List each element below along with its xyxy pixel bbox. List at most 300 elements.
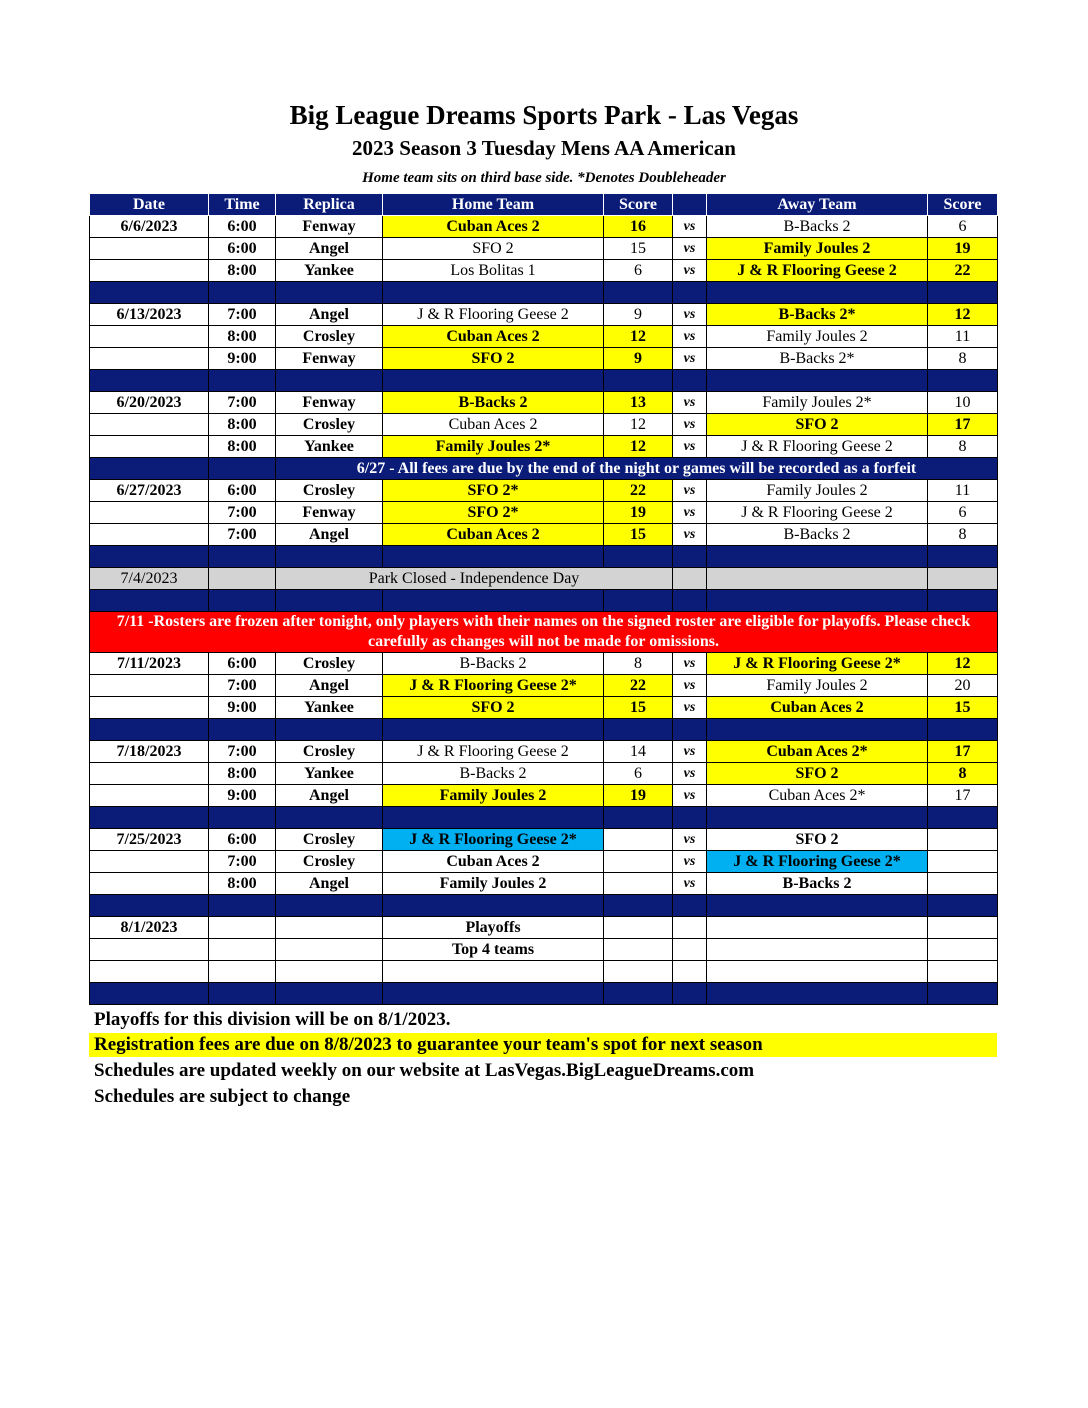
home-team: SFO 2 (383, 348, 604, 370)
game-row (90, 675, 998, 697)
game-time: 8:00 (209, 326, 276, 348)
spacer-cell (209, 590, 276, 612)
game-time: 7:00 (209, 851, 276, 873)
away-team: B-Backs 2 (707, 524, 928, 546)
spacer-cell (928, 546, 998, 568)
away-score (928, 873, 998, 895)
spacer-cell (209, 546, 276, 568)
spacer-cell (90, 458, 209, 480)
spacer-cell (604, 983, 673, 1005)
home-score: 13 (604, 392, 673, 414)
game-row (90, 961, 998, 983)
home-score (604, 829, 673, 851)
home-score: 6 (604, 763, 673, 785)
vs-label: vs (673, 260, 707, 282)
vs-label: vs (673, 675, 707, 697)
away-score: 20 (928, 675, 998, 697)
game-time (209, 917, 276, 939)
home-team: Cuban Aces 2 (383, 524, 604, 546)
game-time: 8:00 (209, 873, 276, 895)
game-row (90, 697, 998, 719)
away-score: 6 (928, 216, 998, 238)
spacer-cell (276, 590, 383, 612)
home-team: Cuban Aces 2 (383, 216, 604, 238)
vs-label: vs (673, 304, 707, 326)
spacer-cell (707, 568, 928, 590)
home-team (383, 961, 604, 983)
game-row (90, 917, 998, 939)
game-time: 6:00 (209, 829, 276, 851)
spacer-cell (928, 568, 998, 590)
spacer-cell (276, 719, 383, 741)
home-score: 9 (604, 348, 673, 370)
header-home-score: Score (604, 194, 673, 216)
home-score (604, 851, 673, 873)
game-date (90, 238, 209, 260)
away-score: 11 (928, 326, 998, 348)
home-team: Family Joules 2* (383, 436, 604, 458)
spacer-cell (928, 719, 998, 741)
game-date (90, 502, 209, 524)
vs-label: vs (673, 326, 707, 348)
vs-label: vs (673, 653, 707, 675)
away-team: Family Joules 2 (707, 480, 928, 502)
footer-change-note: Schedules are subject to change (94, 1086, 351, 1107)
away-score (928, 851, 998, 873)
game-date: 6/20/2023 (90, 392, 209, 414)
spacer-row (90, 983, 998, 1005)
spacer-cell (707, 807, 928, 829)
vs-label: vs (673, 216, 707, 238)
game-row (90, 238, 998, 260)
spacer-cell (383, 895, 604, 917)
spacer-cell (928, 895, 998, 917)
game-row (90, 524, 998, 546)
away-team (707, 917, 928, 939)
home-score: 15 (604, 238, 673, 260)
game-field (276, 917, 383, 939)
game-date: 8/1/2023 (90, 917, 209, 939)
vs-label: vs (673, 414, 707, 436)
game-date (90, 260, 209, 282)
away-team: J & R Flooring Geese 2 (707, 260, 928, 282)
home-team: SFO 2* (383, 502, 604, 524)
game-field: Fenway (276, 392, 383, 414)
away-score: 17 (928, 741, 998, 763)
game-field: Yankee (276, 260, 383, 282)
home-team: Family Joules 2 (383, 785, 604, 807)
away-team: B-Backs 2* (707, 304, 928, 326)
spacer-cell (209, 458, 276, 480)
away-team: Family Joules 2 (707, 675, 928, 697)
away-score (928, 961, 998, 983)
footer-website-note: Schedules are updated weekly on our website at LasVegas.BigLeagueDreams.com (94, 1060, 755, 1081)
alert-text: 7/11 -Rosters are frozen after tonight, only players with their names on the signed roster are eligible for playoffs. Please check carefully as changes will not be made for omissions. (90, 612, 998, 653)
game-row (90, 414, 998, 436)
away-score: 8 (928, 524, 998, 546)
home-team: Los Bolitas 1 (383, 260, 604, 282)
game-field: Fenway (276, 348, 383, 370)
spacer-cell (209, 568, 276, 590)
home-score: 14 (604, 741, 673, 763)
spacer-cell (383, 807, 604, 829)
game-time: 8:00 (209, 414, 276, 436)
spacer-cell (209, 983, 276, 1005)
game-row (90, 829, 998, 851)
spacer-cell (90, 370, 209, 392)
away-team: B-Backs 2* (707, 348, 928, 370)
spacer-cell (209, 282, 276, 304)
game-row (90, 480, 998, 502)
home-team: SFO 2 (383, 238, 604, 260)
game-field: Angel (276, 785, 383, 807)
away-team (707, 961, 928, 983)
game-field (276, 961, 383, 983)
spacer-cell (276, 282, 383, 304)
spacer-cell (383, 546, 604, 568)
header-replica: Replica (276, 194, 383, 216)
home-score (604, 939, 673, 961)
game-date (90, 414, 209, 436)
vs-label: vs (673, 785, 707, 807)
game-row (90, 502, 998, 524)
spacer-cell (90, 807, 209, 829)
spacer-cell (604, 370, 673, 392)
closed-row (90, 568, 998, 590)
vs-label: vs (673, 524, 707, 546)
home-score: 19 (604, 785, 673, 807)
away-score: 22 (928, 260, 998, 282)
game-row (90, 653, 998, 675)
page-subtitle: 2023 Season 3 Tuesday Mens AA American (352, 136, 736, 160)
notice-text: 6/27 - All fees are due by the end of the night or games will be recorded as a forfeit (276, 458, 998, 480)
game-date (90, 697, 209, 719)
game-time: 9:00 (209, 785, 276, 807)
away-score: 11 (928, 480, 998, 502)
game-time: 8:00 (209, 260, 276, 282)
game-date (90, 873, 209, 895)
vs-label: vs (673, 502, 707, 524)
away-score: 19 (928, 238, 998, 260)
game-date (90, 524, 209, 546)
game-field: Yankee (276, 697, 383, 719)
spacer-cell (276, 546, 383, 568)
game-time: 7:00 (209, 392, 276, 414)
vs-label: vs (673, 741, 707, 763)
home-team: B-Backs 2 (383, 653, 604, 675)
away-score: 6 (928, 502, 998, 524)
spacer-row (90, 590, 998, 612)
spacer-cell (707, 590, 928, 612)
home-score: 9 (604, 304, 673, 326)
game-time: 7:00 (209, 304, 276, 326)
home-score: 22 (604, 675, 673, 697)
game-field: Angel (276, 873, 383, 895)
game-field: Crosley (276, 480, 383, 502)
home-score: 15 (604, 524, 673, 546)
home-score: 16 (604, 216, 673, 238)
header-date: Date (90, 194, 209, 216)
spacer-cell (673, 807, 707, 829)
game-row (90, 392, 998, 414)
game-field: Angel (276, 675, 383, 697)
away-score (928, 829, 998, 851)
home-team: J & R Flooring Geese 2* (383, 829, 604, 851)
spacer-cell (90, 895, 209, 917)
game-time: 8:00 (209, 763, 276, 785)
game-time: 6:00 (209, 480, 276, 502)
game-row (90, 939, 998, 961)
game-time: 8:00 (209, 436, 276, 458)
game-date: 7/11/2023 (90, 653, 209, 675)
home-team: J & R Flooring Geese 2 (383, 741, 604, 763)
home-team: B-Backs 2 (383, 763, 604, 785)
spacer-cell (604, 895, 673, 917)
spacer-cell (928, 282, 998, 304)
spacer-cell (209, 895, 276, 917)
spacer-cell (90, 590, 209, 612)
away-team: SFO 2 (707, 414, 928, 436)
away-score (928, 939, 998, 961)
away-score (928, 917, 998, 939)
spacer-cell (276, 370, 383, 392)
spacer-cell (276, 807, 383, 829)
notice-row (90, 458, 998, 480)
spacer-cell (673, 719, 707, 741)
header-away-score: Score (928, 194, 998, 216)
game-row (90, 304, 998, 326)
spacer-cell (276, 895, 383, 917)
spacer-cell (90, 546, 209, 568)
home-team: SFO 2 (383, 697, 604, 719)
home-team: J & R Flooring Geese 2 (383, 304, 604, 326)
spacer-cell (928, 370, 998, 392)
header-vs (673, 194, 707, 216)
spacer-cell (383, 282, 604, 304)
game-date (90, 436, 209, 458)
game-field: Crosley (276, 326, 383, 348)
spacer-cell (90, 719, 209, 741)
spacer-cell (673, 282, 707, 304)
away-score: 8 (928, 348, 998, 370)
away-score: 17 (928, 785, 998, 807)
game-date (90, 348, 209, 370)
game-time (209, 939, 276, 961)
game-date (90, 675, 209, 697)
away-team (707, 939, 928, 961)
game-row (90, 348, 998, 370)
vs-label: vs (673, 873, 707, 895)
spacer-row (90, 282, 998, 304)
vs-label: vs (673, 348, 707, 370)
spacer-cell (604, 807, 673, 829)
game-field: Angel (276, 524, 383, 546)
spacer-row (90, 370, 998, 392)
alert-row (90, 612, 998, 653)
away-team: Family Joules 2 (707, 238, 928, 260)
away-team: Cuban Aces 2 (707, 697, 928, 719)
spacer-cell (383, 983, 604, 1005)
spacer-cell (604, 546, 673, 568)
vs-label: vs (673, 851, 707, 873)
home-score: 12 (604, 326, 673, 348)
home-team: Cuban Aces 2 (383, 414, 604, 436)
game-date: 7/25/2023 (90, 829, 209, 851)
spacer-cell (673, 370, 707, 392)
away-team: Cuban Aces 2* (707, 741, 928, 763)
game-time: 9:00 (209, 697, 276, 719)
game-field: Fenway (276, 502, 383, 524)
vs-label: vs (673, 480, 707, 502)
game-row (90, 785, 998, 807)
game-time: 7:00 (209, 675, 276, 697)
closed-text: Park Closed - Independence Day (276, 568, 673, 590)
game-date (90, 326, 209, 348)
home-score (604, 961, 673, 983)
home-score: 12 (604, 414, 673, 436)
game-time: 7:00 (209, 524, 276, 546)
game-row (90, 326, 998, 348)
away-score: 8 (928, 763, 998, 785)
away-team: B-Backs 2 (707, 873, 928, 895)
spacer-cell (928, 983, 998, 1005)
home-score: 8 (604, 653, 673, 675)
footer-registration-note: Registration fees are due on 8/8/2023 to guarantee your team's spot for next season (89, 1033, 997, 1057)
spacer-cell (90, 282, 209, 304)
home-team: J & R Flooring Geese 2* (383, 675, 604, 697)
game-date: 6/6/2023 (90, 216, 209, 238)
home-score: 22 (604, 480, 673, 502)
away-score: 12 (928, 304, 998, 326)
game-field: Crosley (276, 653, 383, 675)
game-row (90, 873, 998, 895)
home-score (604, 873, 673, 895)
game-field: Fenway (276, 216, 383, 238)
game-date: 7/4/2023 (90, 568, 209, 590)
game-row (90, 763, 998, 785)
schedule-note: Home team sits on third base side. *Denotes Doubleheader (362, 170, 726, 186)
game-date: 6/27/2023 (90, 480, 209, 502)
away-team: J & R Flooring Geese 2* (707, 653, 928, 675)
footer-playoffs-note: Playoffs for this division will be on 8/1/2023. (94, 1009, 451, 1030)
home-team: Cuban Aces 2 (383, 326, 604, 348)
game-time: 7:00 (209, 741, 276, 763)
away-team: Family Joules 2 (707, 326, 928, 348)
home-score: 6 (604, 260, 673, 282)
game-field: Crosley (276, 741, 383, 763)
game-date: 7/18/2023 (90, 741, 209, 763)
home-team: Family Joules 2 (383, 873, 604, 895)
game-date (90, 763, 209, 785)
game-field: Crosley (276, 829, 383, 851)
spacer-cell (383, 590, 604, 612)
home-score (604, 917, 673, 939)
home-score: 12 (604, 436, 673, 458)
vs-label: vs (673, 829, 707, 851)
spacer-cell (604, 590, 673, 612)
game-time: 7:00 (209, 502, 276, 524)
spacer-row (90, 546, 998, 568)
game-field: Crosley (276, 414, 383, 436)
game-date (90, 851, 209, 873)
header-home-team: Home Team (383, 194, 604, 216)
home-team: SFO 2* (383, 480, 604, 502)
header-away-team: Away Team (707, 194, 928, 216)
home-team: Cuban Aces 2 (383, 851, 604, 873)
spacer-cell (707, 719, 928, 741)
game-date (90, 961, 209, 983)
game-row (90, 741, 998, 763)
spacer-cell (928, 807, 998, 829)
away-team: J & R Flooring Geese 2* (707, 851, 928, 873)
away-team: Family Joules 2* (707, 392, 928, 414)
spacer-cell (707, 370, 928, 392)
spacer-row (90, 895, 998, 917)
spacer-cell (90, 983, 209, 1005)
spacer-cell (707, 895, 928, 917)
vs-label (673, 939, 707, 961)
spacer-cell (673, 546, 707, 568)
vs-label (673, 961, 707, 983)
away-score: 15 (928, 697, 998, 719)
game-field: Crosley (276, 851, 383, 873)
home-team: B-Backs 2 (383, 392, 604, 414)
away-team: SFO 2 (707, 763, 928, 785)
spacer-cell (209, 719, 276, 741)
spacer-cell (707, 983, 928, 1005)
away-team: Cuban Aces 2* (707, 785, 928, 807)
away-score: 10 (928, 392, 998, 414)
spacer-cell (276, 983, 383, 1005)
spacer-cell (673, 590, 707, 612)
game-row (90, 851, 998, 873)
game-time: 6:00 (209, 216, 276, 238)
spacer-cell (209, 370, 276, 392)
away-team: J & R Flooring Geese 2 (707, 502, 928, 524)
game-field: Yankee (276, 436, 383, 458)
vs-label: vs (673, 392, 707, 414)
vs-label: vs (673, 697, 707, 719)
vs-label: vs (673, 436, 707, 458)
spacer-cell (928, 590, 998, 612)
away-score: 17 (928, 414, 998, 436)
game-date: 6/13/2023 (90, 304, 209, 326)
page-title: Big League Dreams Sports Park - Las Vegas (289, 100, 799, 130)
game-field: Yankee (276, 763, 383, 785)
game-row (90, 436, 998, 458)
game-time: 6:00 (209, 238, 276, 260)
vs-label (673, 917, 707, 939)
spacer-row (90, 719, 998, 741)
game-row (90, 216, 998, 238)
home-team: Playoffs (383, 917, 604, 939)
spacer-cell (673, 983, 707, 1005)
header-time: Time (209, 194, 276, 216)
vs-label: vs (673, 238, 707, 260)
spacer-cell (383, 719, 604, 741)
schedule-table (89, 193, 998, 1005)
game-time: 9:00 (209, 348, 276, 370)
away-team: SFO 2 (707, 829, 928, 851)
game-time (209, 961, 276, 983)
game-field (276, 939, 383, 961)
spacer-cell (604, 719, 673, 741)
game-date (90, 939, 209, 961)
spacer-cell (209, 807, 276, 829)
game-field: Angel (276, 238, 383, 260)
home-score: 19 (604, 502, 673, 524)
table-header-row (90, 194, 998, 216)
